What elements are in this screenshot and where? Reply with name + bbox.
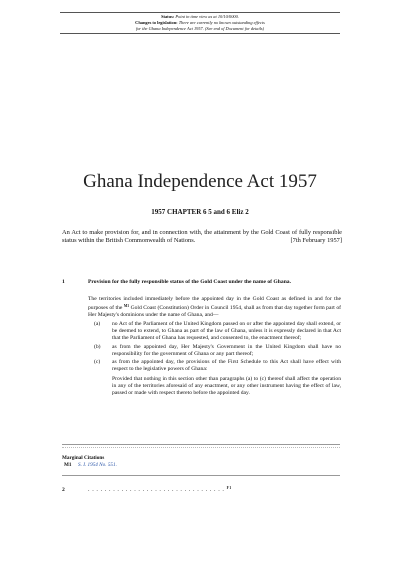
section-1-intro xyxy=(88,296,341,319)
paragraph-a xyxy=(88,321,341,342)
citation-link[interactable]: S. I. 1954 No. 551. xyxy=(78,462,117,468)
intro-after: Gold Coast (Constitution) Order in Council 1954, shall as from that day together form part of Her Majesty's dominions under the name of Ghana, and— xyxy=(88,305,342,319)
section-1-heading: Provision for the fully responsible status of the Gold Coast under the name of Ghana. xyxy=(88,279,291,285)
paragraph-text: no Act of the Parliament of the United Kingdom passed on or after the appointed day shall extend, or be deemed to extend, to Ghana as part of the law of Ghana, unless it is expressly declared in that Act that the Parliament of Ghana has requested, and consented to, the enactment thereof; xyxy=(112,321,341,342)
paragraph-label: (b) xyxy=(94,343,101,350)
amendment-ref-f1[interactable]: F1 xyxy=(226,486,232,490)
changes-line-2: for the Ghana Independence Act 1957. (See end of Document for details) xyxy=(135,25,265,31)
chapter-line: 1957 CHAPTER 6 5 and 6 Eliz 2 xyxy=(151,208,249,216)
preamble xyxy=(62,229,342,246)
marginal-citation-row xyxy=(62,462,340,469)
paragraph-c xyxy=(88,359,341,373)
changes-label: Changes to legislation: xyxy=(135,19,178,25)
marginal-citations-box xyxy=(62,444,340,476)
paragraph-b xyxy=(88,344,341,358)
paragraph-label: (c) xyxy=(94,358,101,365)
status-box xyxy=(60,12,340,34)
act-title: Ghana Independence Act 1957 xyxy=(83,171,317,192)
section-2-repealed xyxy=(88,486,232,493)
divider xyxy=(62,447,340,448)
paragraph-text: as from the appointed day, the provisions of the First Schedule to this Act shall have effect with respect to the legislative powers of Ghana: xyxy=(112,358,341,372)
status-text: Point in time view as at 10/10/0000. xyxy=(175,14,239,19)
status-label: Status: xyxy=(161,14,175,19)
marginal-citations-heading: Marginal Citations xyxy=(62,455,105,461)
preamble-text: An Act to make provision for, and in connection with, the attainment by the Gold Coast of fully responsible status within the British Commonwealth of Nations. xyxy=(62,229,342,245)
paragraph-text: as from the appointed day, Her Majesty's Government in the United Kingdom shall have no responsibility for the government of Ghana or any part thereof; xyxy=(112,343,341,357)
paragraph-label: (a) xyxy=(94,321,101,328)
repealed-dots: . . . . . . . . . . . . . . . . . . . . . . . . . . . . . . . . . xyxy=(88,487,225,493)
changes-text: There are currently no known outstanding effects xyxy=(178,19,265,25)
intro-before: The territories included immediately before the appointed day in the Gold Coast as defined in and for the purposes of the xyxy=(88,296,341,312)
enactment-date: [7th February 1957] xyxy=(290,237,342,245)
section-2-number: 2 xyxy=(62,487,65,493)
citation-key: M1 xyxy=(64,462,72,468)
citation-ref-m1[interactable]: M1 xyxy=(123,304,130,309)
section-1-body xyxy=(88,296,341,397)
proviso: Provided that nothing in this section other than paragraphs (a) to (c) thereof shall affect the operation in any of the territories aforesaid of any enactment, or any other instrument having the effect of law, passed or made with respect thereto before the appointed day. xyxy=(112,375,341,397)
section-1-number: 1 xyxy=(62,279,65,285)
